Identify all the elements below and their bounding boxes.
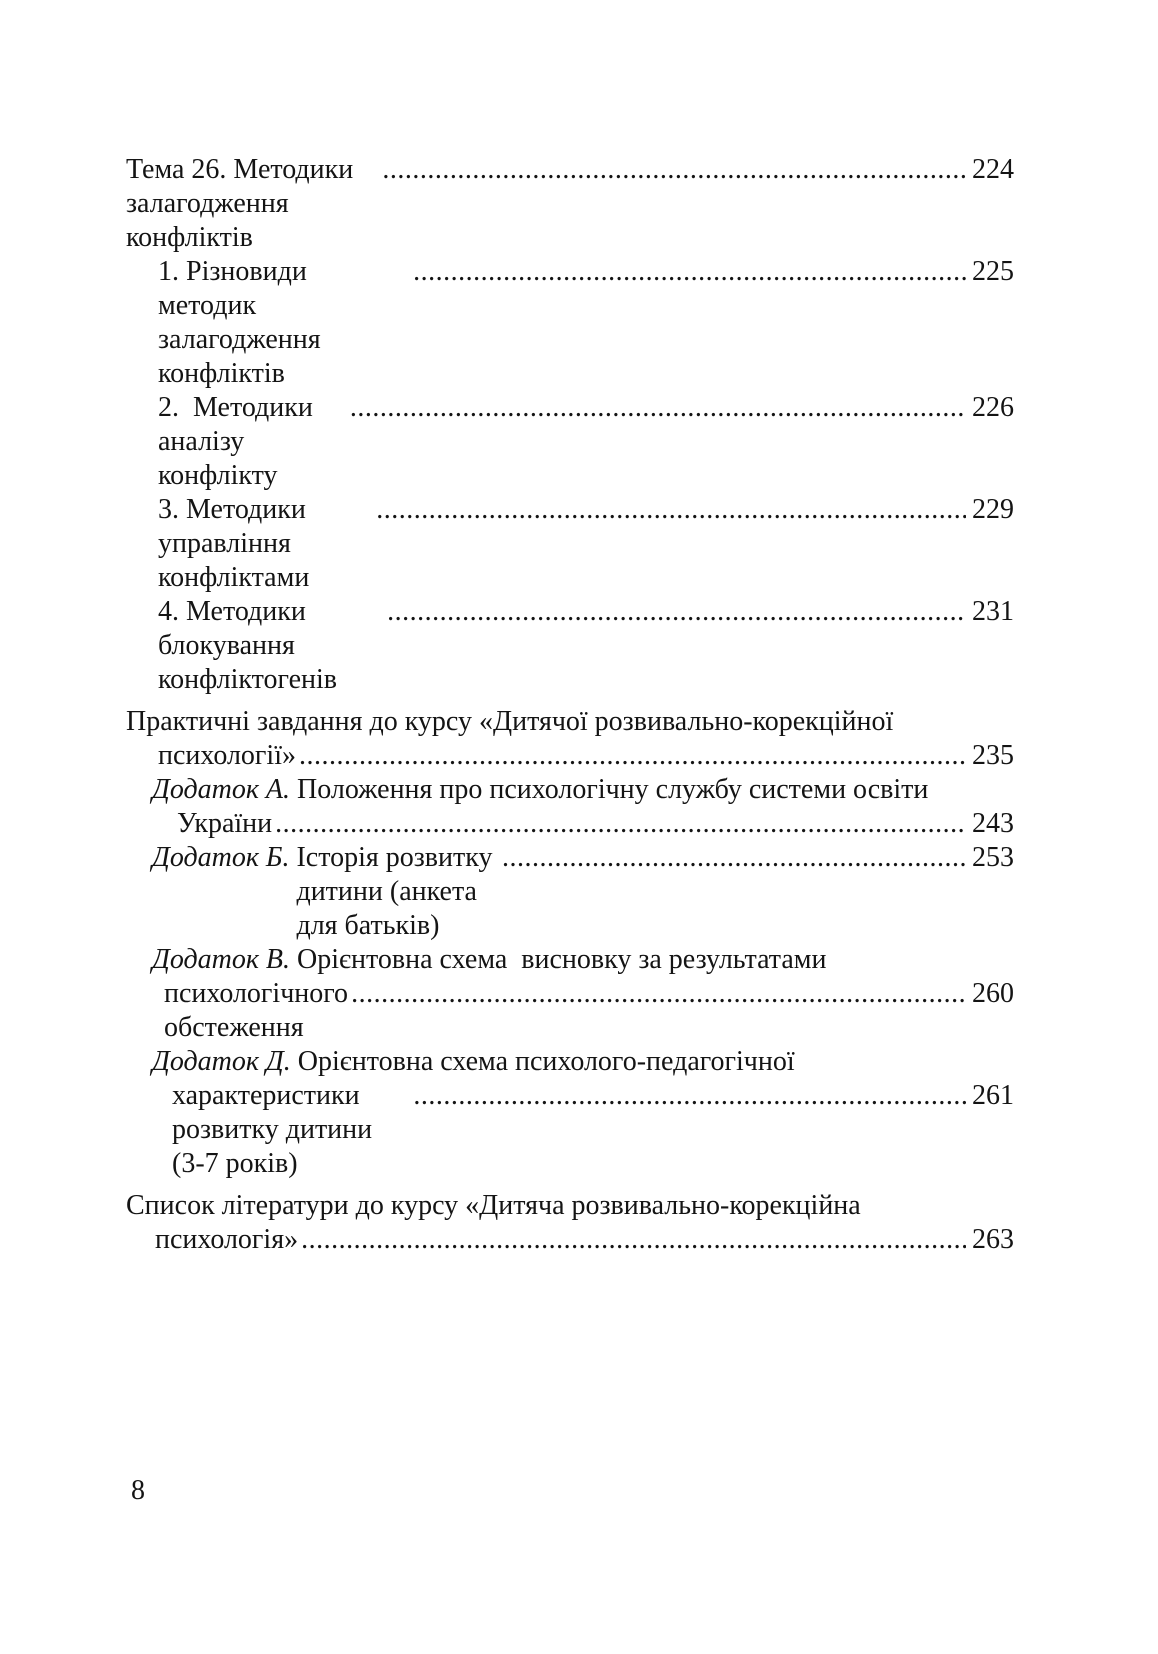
dot-leader xyxy=(382,153,966,187)
toc-entry xyxy=(126,841,1014,943)
toc-entry xyxy=(126,493,1014,595)
dot-leader xyxy=(502,841,966,875)
toc-entry-prefix-italic: Додаток Д. xyxy=(152,1046,291,1077)
toc-entry-text: Список літератури до курсу «Дитяча розвивально-корекційна xyxy=(126,1190,861,1221)
toc-entry-text: 3. Методики управління конфліктами xyxy=(158,494,313,593)
toc-entry xyxy=(126,943,1014,977)
toc-entry xyxy=(126,1045,1014,1079)
dot-leader xyxy=(413,255,966,289)
toc-page-ref: 231 xyxy=(972,596,1014,627)
toc-page-ref: 261 xyxy=(972,1080,1014,1111)
toc-page-ref: 224 xyxy=(972,154,1014,185)
toc-entry-prefix-italic: Додаток В. xyxy=(152,944,291,975)
toc-page-ref: 253 xyxy=(972,842,1014,873)
toc-page-ref: 226 xyxy=(972,392,1014,423)
toc-page-ref: 225 xyxy=(972,256,1014,287)
dot-leader xyxy=(387,595,966,629)
dot-leader xyxy=(376,493,966,527)
toc-entry-text: 4. Методики блокування конфліктогенів xyxy=(158,596,337,695)
toc-entry-continuation xyxy=(126,977,1014,1045)
toc-entry xyxy=(126,255,1014,391)
dot-leader xyxy=(350,391,966,425)
toc-entry xyxy=(126,391,1014,493)
toc-entry-text: Орієнтовна схема психолого-педагогічної xyxy=(297,1046,795,1077)
toc-entry xyxy=(126,595,1014,697)
toc-entry-text: 1. Різновиди методик залагодження конфліктів xyxy=(158,256,328,389)
dot-leader xyxy=(351,977,966,1011)
toc-entry-prefix-italic: Додаток Б. xyxy=(152,842,290,873)
toc-entry xyxy=(126,773,1014,807)
dot-leader xyxy=(275,807,966,841)
toc-page-ref: 229 xyxy=(972,494,1014,525)
toc-entry-text: України xyxy=(177,808,273,839)
dot-leader xyxy=(299,739,966,773)
toc-entry-text: психологія» xyxy=(155,1224,299,1255)
toc-entry-text: Положення про психологічну службу системи освіти xyxy=(297,774,929,805)
toc-entry xyxy=(126,1189,1014,1223)
toc-entry-text: психології» xyxy=(158,740,296,771)
toc-entry-continuation xyxy=(126,1223,1014,1257)
toc-page-ref: 263 xyxy=(972,1224,1014,1255)
toc-entry-continuation xyxy=(126,739,1014,773)
dot-leader xyxy=(301,1223,966,1257)
toc-entry xyxy=(126,705,1014,739)
toc-entry-text: Тема 26. Методики залагодження конфліктів xyxy=(126,154,361,253)
toc-entry-prefix-italic: Додаток А. xyxy=(152,774,291,805)
toc-entry-text: характеристики розвитку дитини (3-7 років) xyxy=(172,1080,380,1179)
toc-entry-continuation xyxy=(126,807,1014,841)
toc-page-ref: 235 xyxy=(972,740,1014,771)
toc-entry-text: Практичні завдання до курсу «Дитячої розвивально-корекційної xyxy=(126,706,894,737)
toc-entry xyxy=(126,153,1014,255)
toc-page-ref: 243 xyxy=(972,808,1014,839)
table-of-contents xyxy=(126,153,1014,1257)
toc-entry-text: 2. Методики аналізу конфлікту xyxy=(158,392,320,491)
toc-entry-text: Історія розвитку дитини (анкета для батьків) xyxy=(296,842,500,941)
toc-page-ref: 260 xyxy=(972,978,1014,1009)
toc-entry-text: Орієнтовна схема висновку за результатами xyxy=(297,944,827,975)
toc-entry-text: психологічного обстеження xyxy=(164,978,356,1043)
dot-leader xyxy=(413,1079,966,1113)
page-number: 8 xyxy=(131,1475,145,1506)
toc-entry-continuation xyxy=(126,1079,1014,1181)
